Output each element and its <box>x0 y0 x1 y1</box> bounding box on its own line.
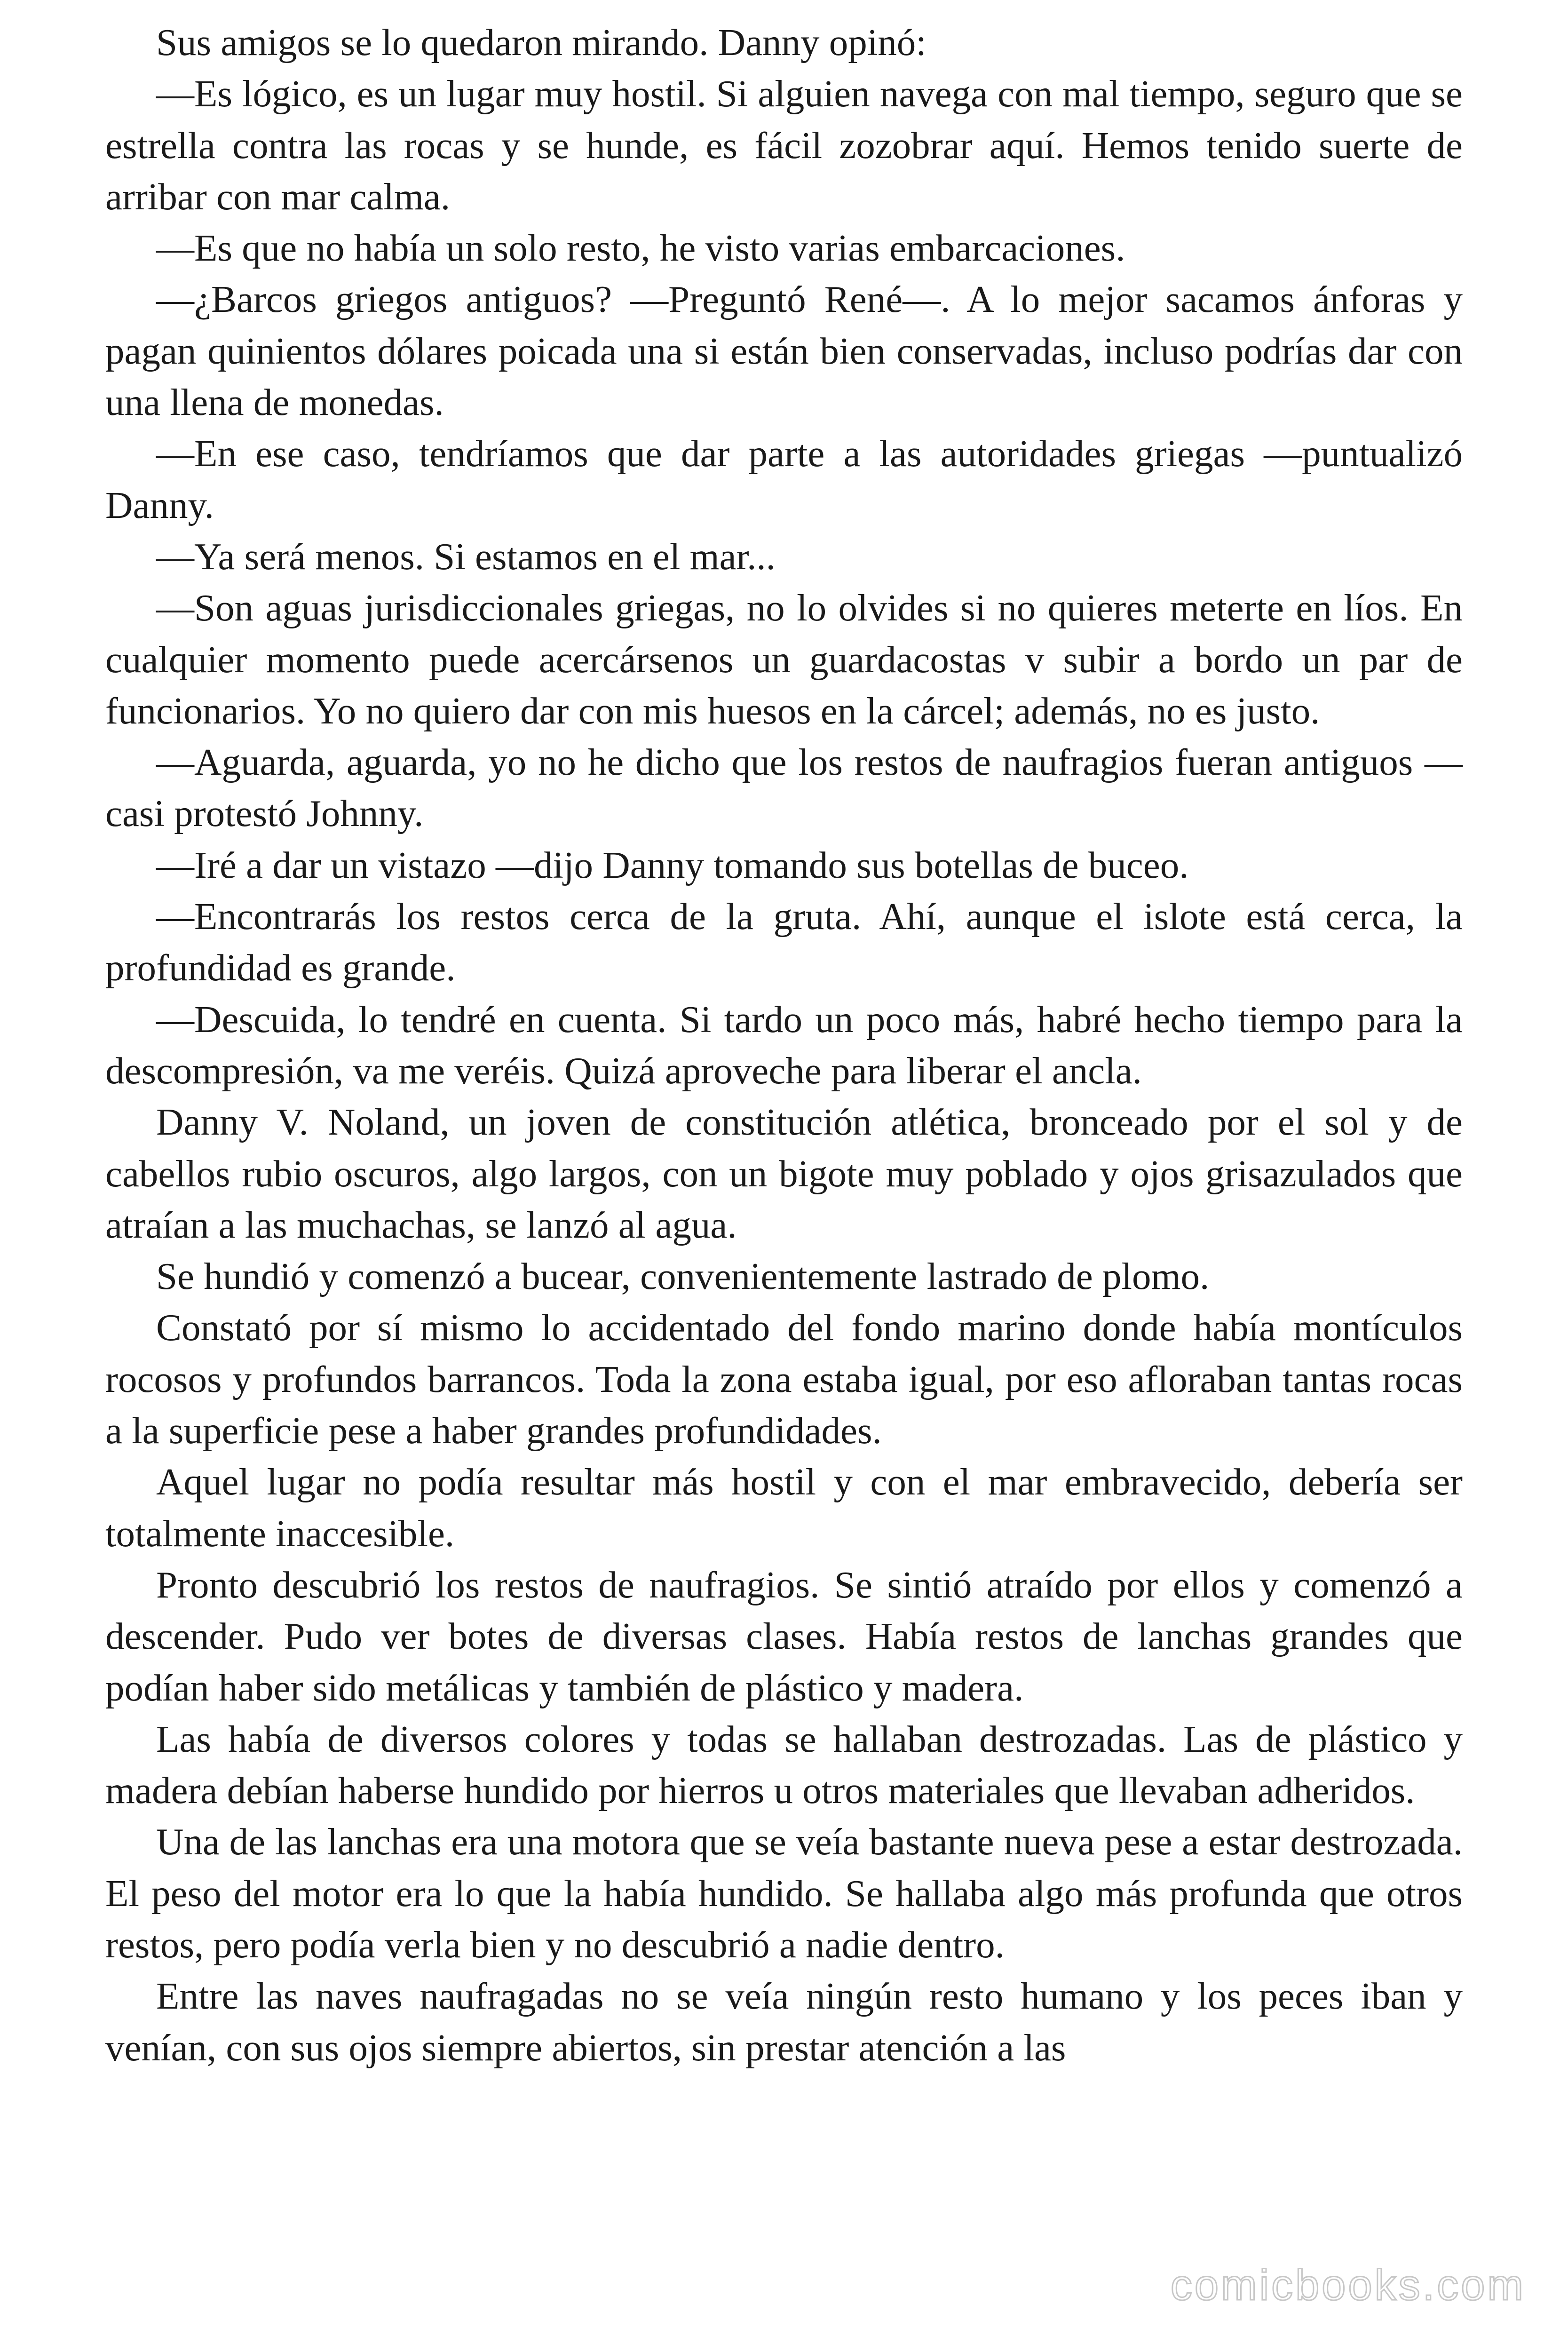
paragraph: —Iré a dar un vistazo —dijo Danny tomando sus botellas de buceo. <box>156 843 1189 886</box>
paragraph: —Son aguas jurisdiccionales griegas, no lo olvides si no quieres meterte en líos. En cualquier momento puede acercársenos un guardacostas v subir a bordo un par de funcionarios. Yo no quiero dar con mis huesos en la cárcel; además, no es justo. <box>105 587 1463 732</box>
paragraph: —Es lógico, es un lugar muy hostil. Si alguien navega con mal tiempo, seguro que se estrella contra las rocas y se hunde, es fácil zozobrar aquí. Hemos tenido suerte de arribar con mar calma. <box>105 72 1463 218</box>
paragraph: Se hundió y comenzó a bucear, convenientemente lastrado de plomo. <box>156 1255 1210 1298</box>
paragraph: —Descuida, lo tendré en cuenta. Si tardo un poco más, habré hecho tiempo para la descompresión, va me veréis. Quizá aproveche para liberar el ancla. <box>105 998 1463 1092</box>
paragraph: —Ya será menos. Si estamos en el mar... <box>156 535 776 578</box>
paragraph: Sus amigos se lo quedaron mirando. Danny opinó: <box>156 21 927 64</box>
paragraph: —Es que no había un solo resto, he visto varias embarcaciones. <box>156 227 1125 270</box>
paragraph: Las había de diversos colores y todas se hallaban destrozadas. Las de plástico y madera debían haberse hundido por hierros u otros materiales que llevaban adheridos. <box>105 1717 1463 1812</box>
paragraph: —Aguarda, aguarda, yo no he dicho que los restos de naufragios fueran antiguos —casi protestó Johnny. <box>105 741 1463 835</box>
paragraph: —En ese caso, tendríamos que dar parte a las autoridades griegas —puntualizó Danny. <box>105 432 1463 526</box>
paragraph: Una de las lanchas era una motora que se veía bastante nueva pese a estar destrozada. El peso del motor era lo que la había hundido. Se hallaba algo más profunda que otros restos, pero podía verla bien y no descubrió a nadie dentro. <box>105 1820 1463 1966</box>
paragraph: Aquel lugar no podía resultar más hostil y con el mar embravecido, debería ser totalmente inaccesible. <box>105 1461 1463 1555</box>
paragraph: Pronto descubrió los restos de naufragios. Se sintió atraído por ellos y comenzó a descender. Pudo ver botes de diversas clases. Había restos de lanchas grandes que podían haber sido metálicas y también de plástico y madera. <box>105 1563 1463 1709</box>
paragraph: Danny V. Noland, un joven de constitución atlética, bronceado por el sol y de cabellos rubio oscuros, algo largos, con un bigote muy poblado y ojos grisazulados que atraían a las muchachas, se lanzó al agua. <box>105 1101 1463 1246</box>
paragraph: Entre las naves naufragadas no se veía ningún resto humano y los peces iban y venían, con sus ojos siempre abiertos, sin prestar atención a las <box>105 1975 1463 2069</box>
paragraph: —Encontrarás los restos cerca de la gruta. Ahí, aunque el islote está cerca, la profundidad es grande. <box>105 895 1463 989</box>
watermark: comicbooks.com <box>1170 2261 1526 2309</box>
paragraph: —¿Barcos griegos antiguos? —Preguntó René—. A lo mejor sacamos ánforas y pagan quinientos dólares poicada una si están bien conservadas, incluso podrías dar con una llena de monedas. <box>105 278 1463 424</box>
paragraph: Constató por sí mismo lo accidentado del fondo marino donde había montículos rocosos y profundos barrancos. Toda la zona estaba igual, por eso afloraban tantas rocas a la superficie pese a haber grandes profundidades. <box>105 1306 1463 1452</box>
body-text <box>105 17 1463 2074</box>
